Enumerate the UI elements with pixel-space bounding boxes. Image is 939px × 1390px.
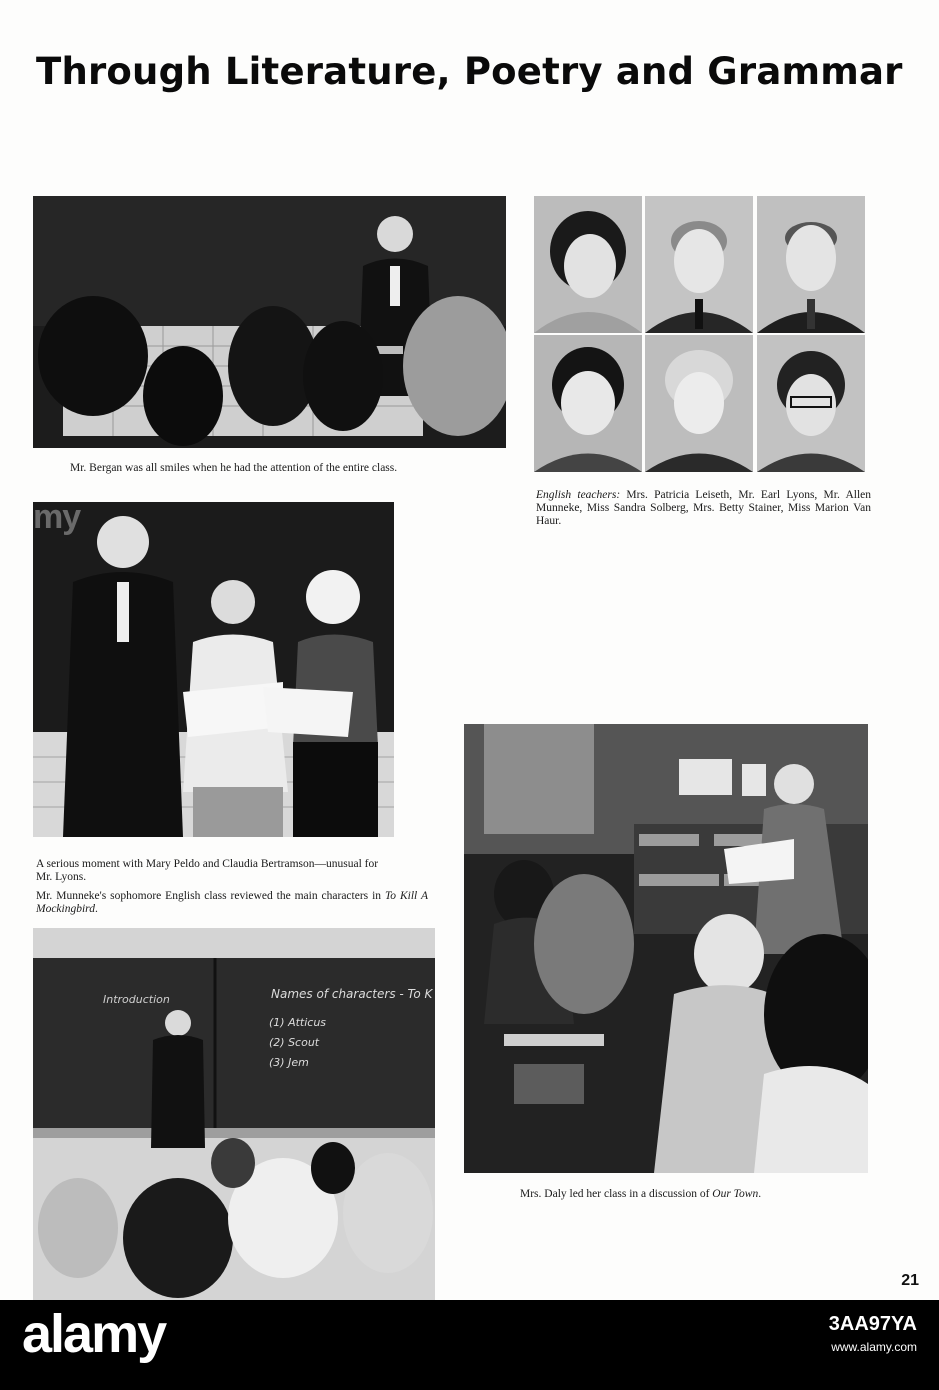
portrait-teacher-3 bbox=[757, 196, 865, 333]
caption-teachers-label: English teachers: bbox=[536, 489, 621, 501]
caption-munneke bbox=[36, 890, 428, 916]
photo-daly-class bbox=[464, 724, 868, 1173]
caption-munneke-book: To Kill A Mockingbird bbox=[36, 890, 429, 915]
chalk-left: Introduction bbox=[103, 993, 170, 1006]
caption-teachers-names: Mrs. Patricia Leiseth, Mr. Earl Lyons, Mr. Allen Munneke, Miss Sandra Solberg, Mrs. Betty Stainer, Miss Marion Van Haur. bbox=[536, 489, 872, 527]
alamy-logo: alamy bbox=[22, 1304, 166, 1364]
footer-url: www.alamy.com bbox=[831, 1340, 917, 1354]
caption-daly-end: . bbox=[758, 1188, 762, 1200]
caption-munneke-text: Mr. Munneke's sophomore English class reviewed the main characters in bbox=[36, 890, 382, 902]
portrait-teacher-5 bbox=[645, 335, 753, 472]
photo-bergan-class bbox=[33, 196, 506, 448]
chalk-heading: Names of characters - To K bbox=[271, 987, 433, 1001]
chalk-item-1: (1) Atticus bbox=[269, 1016, 327, 1029]
caption-daly-play: Our Town bbox=[712, 1188, 759, 1200]
chalk-item-3: (3) Jem bbox=[269, 1056, 309, 1069]
watermark: my bbox=[33, 498, 81, 536]
portrait-teacher-2 bbox=[645, 196, 753, 333]
caption-serious-moment: A serious moment with Mary Peldo and Claudia Bertramson—unusual for Mr. Lyons. bbox=[36, 858, 379, 883]
page-title: Through Literature, Poetry and Grammar bbox=[36, 50, 903, 93]
image-id: 3AA97YA bbox=[828, 1313, 917, 1335]
image-id-block bbox=[829, 1313, 917, 1354]
caption-english-teachers bbox=[536, 489, 871, 528]
photo-munneke-class bbox=[33, 928, 435, 1300]
caption-munneke-end: . bbox=[94, 903, 98, 915]
portrait-teacher-6 bbox=[757, 335, 865, 472]
portrait-teacher-1 bbox=[534, 196, 642, 333]
page-number: 21 bbox=[901, 1272, 919, 1289]
caption-daly bbox=[520, 1188, 850, 1201]
portrait-teacher-4 bbox=[534, 335, 642, 472]
caption-daly-text: Mrs. Daly led her class in a discussion of bbox=[520, 1188, 710, 1200]
photo-serious-moment bbox=[33, 502, 394, 837]
chalk-item-2: (2) Scout bbox=[269, 1036, 320, 1049]
caption-bergan: Mr. Bergan was all smiles when he had the attention of the entire class. bbox=[70, 462, 398, 474]
